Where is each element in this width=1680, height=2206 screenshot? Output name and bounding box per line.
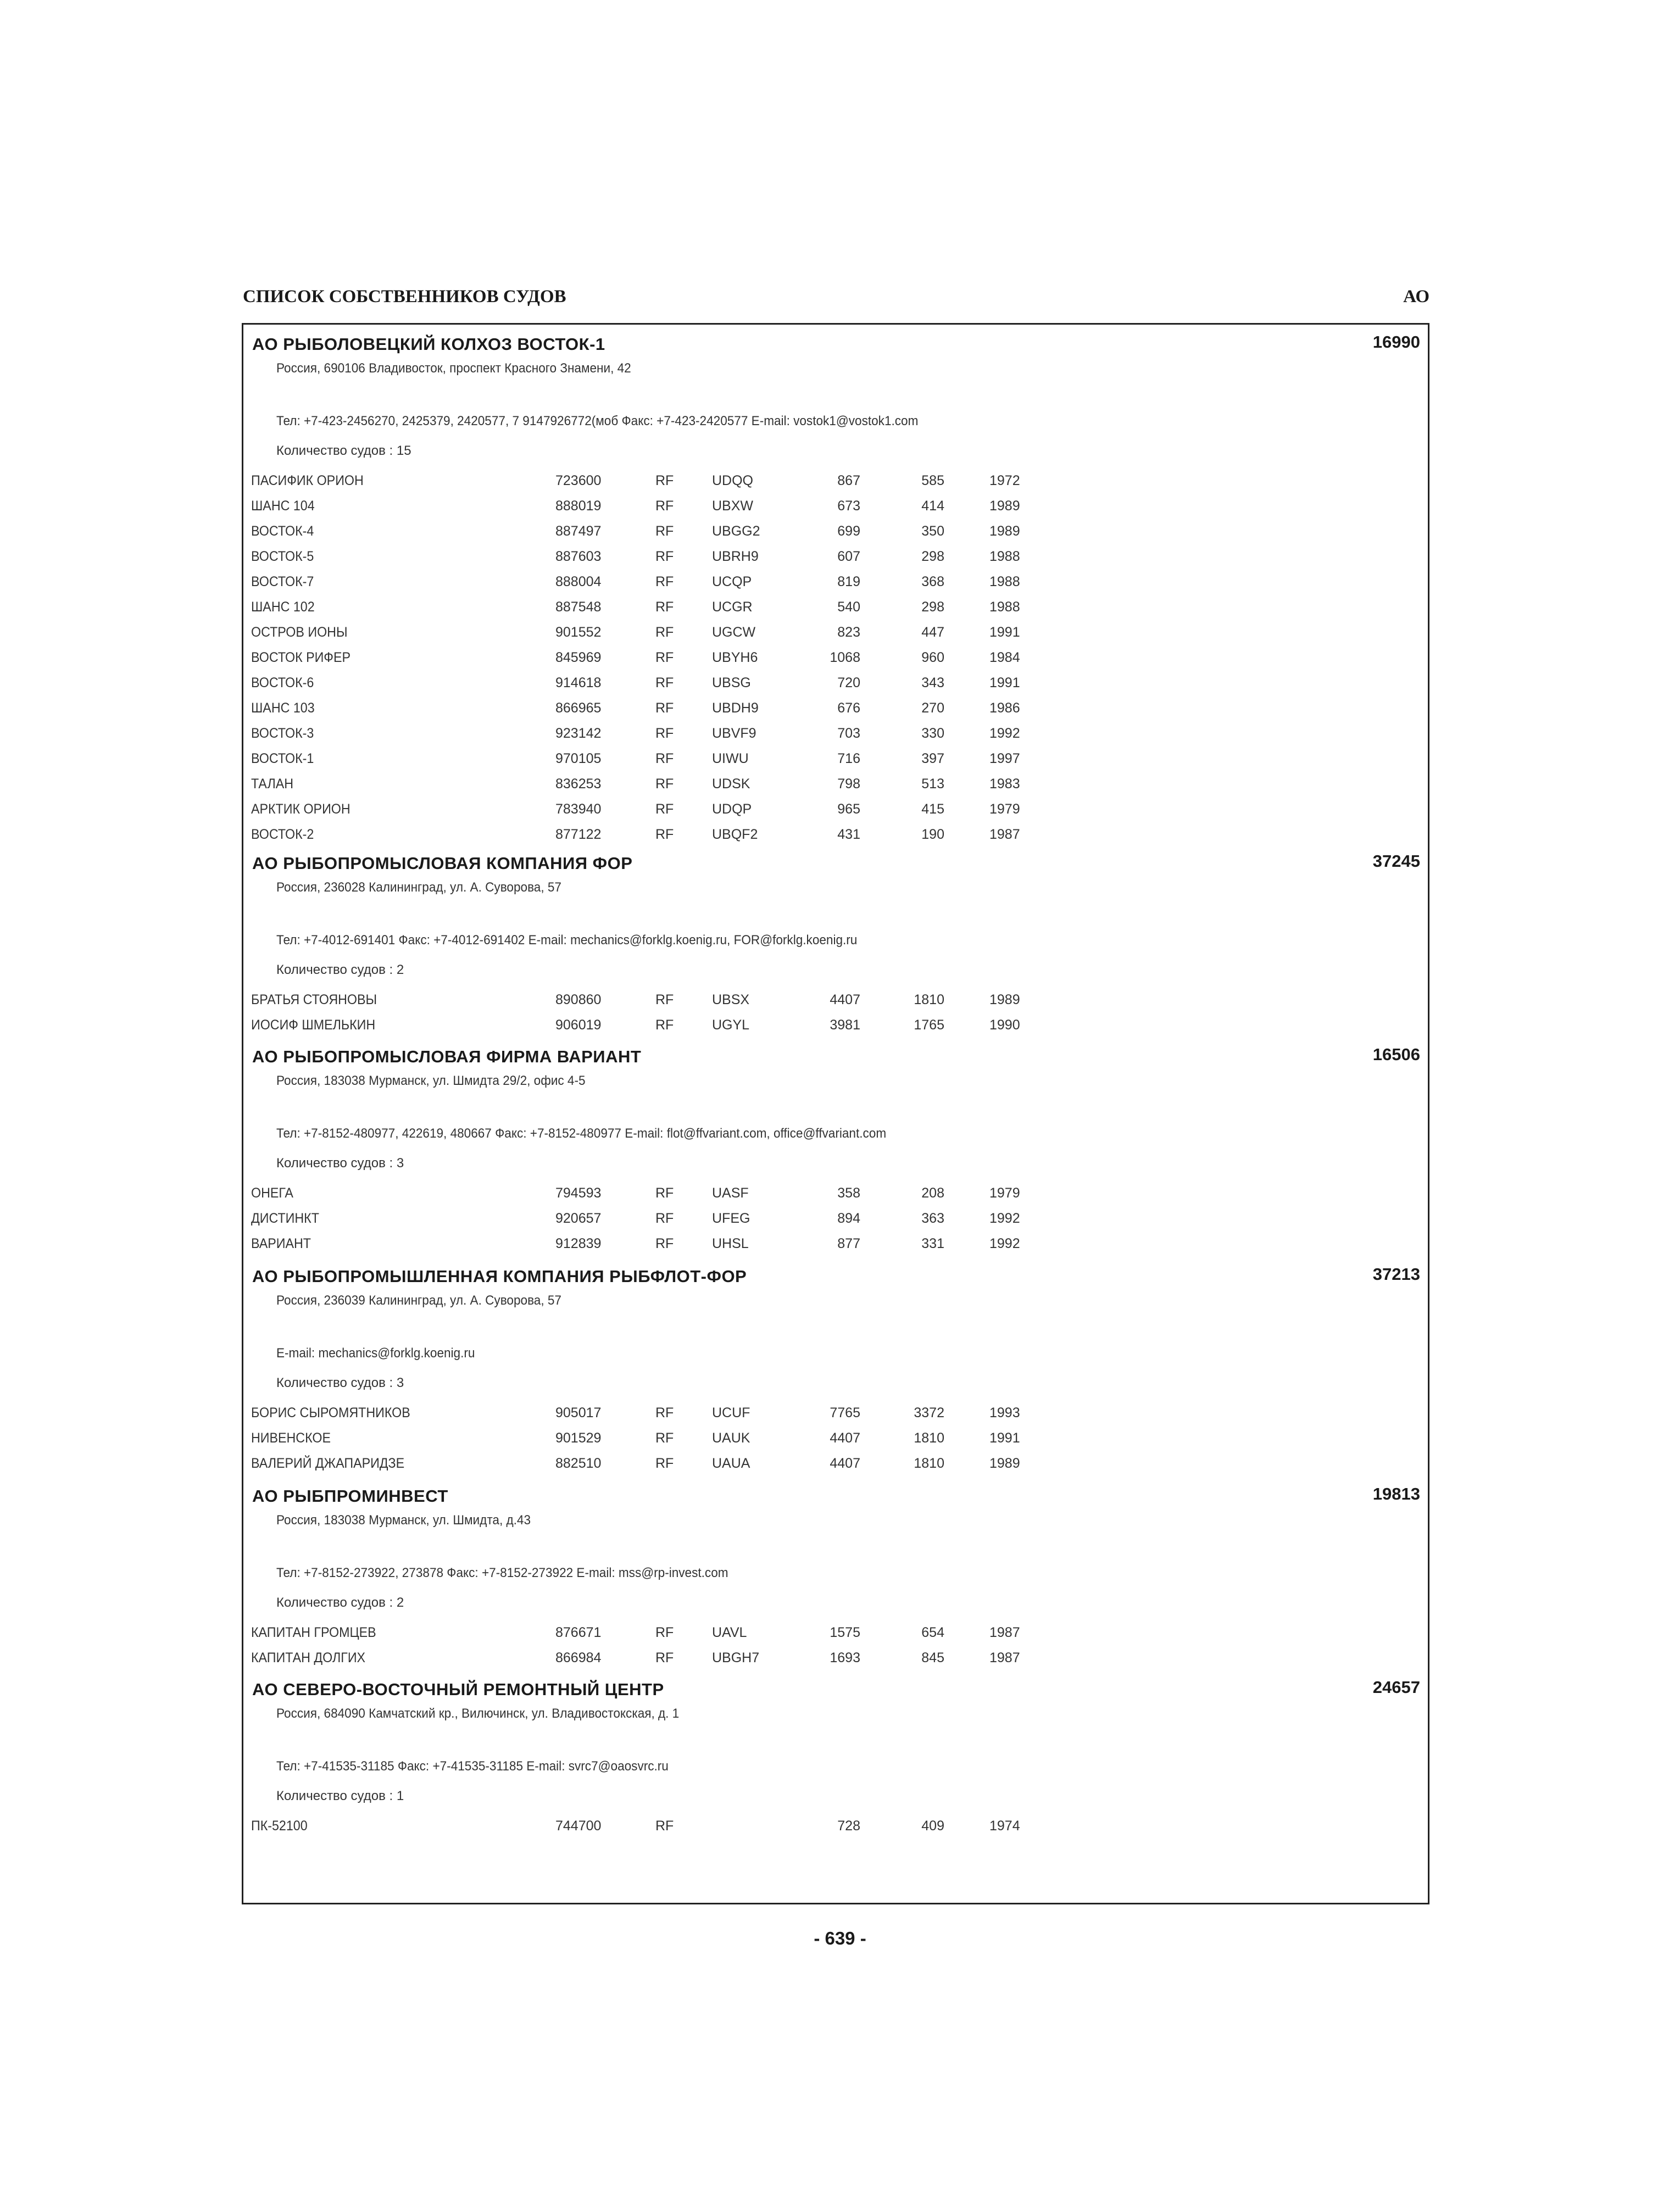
vessel-name: ПАСИФИК ОРИОН bbox=[251, 473, 364, 488]
section-label: АО bbox=[1403, 287, 1429, 307]
vessel-callsign: UFEG bbox=[712, 1211, 750, 1226]
vessel-callsign: UAVL bbox=[712, 1625, 747, 1640]
vessel-name: АРКТИК ОРИОН bbox=[251, 801, 351, 817]
vessel-build-year: 1987 bbox=[989, 827, 1020, 842]
vessel-name: ОСТРОВ ИОНЫ bbox=[251, 625, 348, 640]
vessel-build-year: 1991 bbox=[989, 625, 1020, 640]
vessel-flag: RF bbox=[655, 1405, 674, 1420]
vessel-row bbox=[243, 1233, 1428, 1258]
vessel-gross-tonnage: 823 bbox=[837, 625, 860, 640]
vessel-callsign: UDSK bbox=[712, 776, 750, 792]
vessel-row bbox=[243, 1182, 1428, 1207]
vessel-gross-tonnage: 1068 bbox=[830, 650, 860, 665]
vessel-gross-tonnage: 4407 bbox=[830, 1430, 860, 1446]
company-id: 16990 bbox=[1372, 332, 1420, 352]
vessel-build-year: 1989 bbox=[989, 498, 1020, 514]
company-name: АО РЫБОПРОМЫСЛОВАЯ ФИРМА ВАРИАНТ bbox=[252, 1047, 642, 1066]
vessel-number: 912839 bbox=[555, 1236, 602, 1251]
vessel-row bbox=[243, 470, 1428, 495]
vessel-build-year: 1989 bbox=[989, 523, 1020, 539]
vessel-number: 876671 bbox=[555, 1625, 602, 1640]
vessel-callsign: UCUF bbox=[712, 1405, 750, 1420]
vessel-callsign: UAUA bbox=[712, 1456, 750, 1471]
vessel-row bbox=[243, 1647, 1428, 1672]
vessel-row bbox=[243, 1427, 1428, 1452]
vessel-row bbox=[243, 1622, 1428, 1647]
vessel-table bbox=[243, 1815, 1428, 1840]
vessel-build-year: 1984 bbox=[989, 650, 1020, 665]
vessel-net-tonnage: 363 bbox=[921, 1211, 944, 1226]
company-list bbox=[243, 325, 1428, 1903]
vessel-flag: RF bbox=[655, 549, 674, 564]
vessel-build-year: 1989 bbox=[989, 992, 1020, 1007]
vessel-row bbox=[243, 520, 1428, 545]
vessel-net-tonnage: 409 bbox=[921, 1818, 944, 1834]
vessel-flag: RF bbox=[655, 1185, 674, 1201]
vessel-number: 723600 bbox=[555, 473, 602, 488]
vessel-gross-tonnage: 676 bbox=[837, 700, 860, 716]
vessel-gross-tonnage: 4407 bbox=[830, 1456, 860, 1471]
vessel-name: БРАТЬЯ СТОЯНОВЫ bbox=[251, 992, 377, 1007]
vessel-build-year: 1992 bbox=[989, 726, 1020, 741]
vessel-flag: RF bbox=[655, 776, 674, 792]
vessel-flag: RF bbox=[655, 1017, 674, 1033]
company-contacts: Тел: +7-8152-273922, 273878 Факс: +7-8152-273922 E-mail: mss@rp-invest.com bbox=[276, 1566, 728, 1580]
company-name: АО СЕВЕРО-ВОСТОЧНЫЙ РЕМОНТНЫЙ ЦЕНТР bbox=[252, 1680, 664, 1699]
vessel-flag: RF bbox=[655, 827, 674, 842]
vessel-build-year: 1997 bbox=[989, 751, 1020, 766]
vessel-gross-tonnage: 716 bbox=[837, 751, 860, 766]
vessel-build-year: 1987 bbox=[989, 1650, 1020, 1665]
company-name: АО РЫБОПРОМЫСЛОВАЯ КОМПАНИЯ ФОР bbox=[252, 854, 633, 873]
vessel-callsign: UBDH9 bbox=[712, 700, 759, 716]
vessel-build-year: 1992 bbox=[989, 1211, 1020, 1226]
vessel-flag: RF bbox=[655, 1236, 674, 1251]
vessel-number: 845969 bbox=[555, 650, 602, 665]
vessel-net-tonnage: 208 bbox=[921, 1185, 944, 1201]
company-address: Россия, 183038 Мурманск, ул. Шмидта 29/2, офис 4-5 bbox=[276, 1073, 586, 1088]
vessel-build-year: 1993 bbox=[989, 1405, 1020, 1420]
vessel-flag: RF bbox=[655, 1625, 674, 1640]
vessel-gross-tonnage: 728 bbox=[837, 1818, 860, 1834]
company-address: Россия, 236028 Калининград, ул. А. Суворова, 57 bbox=[276, 880, 561, 895]
vessel-flag: RF bbox=[655, 1211, 674, 1226]
vessel-name: БОРИС СЫРОМЯТНИКОВ bbox=[251, 1405, 410, 1420]
vessel-row bbox=[243, 596, 1428, 621]
vessel-callsign: UCQP bbox=[712, 574, 752, 589]
vessel-gross-tonnage: 720 bbox=[837, 675, 860, 690]
company-address: Россия, 236039 Калининград, ул. А. Суворова, 57 bbox=[276, 1293, 561, 1308]
vessel-gross-tonnage: 358 bbox=[837, 1185, 860, 1201]
vessel-build-year: 1991 bbox=[989, 675, 1020, 690]
vessel-number: 901529 bbox=[555, 1430, 602, 1446]
vessel-number: 888019 bbox=[555, 498, 602, 514]
vessel-gross-tonnage: 540 bbox=[837, 599, 860, 615]
vessel-gross-tonnage: 607 bbox=[837, 549, 860, 564]
vessel-name: ТАЛАН bbox=[251, 776, 294, 792]
vessel-callsign: UASF bbox=[712, 1185, 749, 1201]
vessel-gross-tonnage: 819 bbox=[837, 574, 860, 589]
vessel-net-tonnage: 298 bbox=[921, 549, 944, 564]
vessel-name: ШАНС 102 bbox=[251, 599, 315, 615]
company-id: 37213 bbox=[1372, 1264, 1420, 1284]
vessel-row bbox=[243, 773, 1428, 798]
vessel-number: 887497 bbox=[555, 523, 602, 539]
vessel-build-year: 1983 bbox=[989, 776, 1020, 792]
company-address: Россия, 684090 Камчатский кр., Вилючинск, ул. Владивостокская, д. 1 bbox=[276, 1706, 680, 1721]
vessel-net-tonnage: 350 bbox=[921, 523, 944, 539]
vessel-flag: RF bbox=[655, 992, 674, 1007]
vessel-callsign: UBGH7 bbox=[712, 1650, 760, 1665]
vessel-row bbox=[243, 495, 1428, 520]
vessel-flag: RF bbox=[655, 751, 674, 766]
vessel-row bbox=[243, 1815, 1428, 1840]
vessel-callsign: UBYH6 bbox=[712, 650, 758, 665]
vessel-callsign: UAUK bbox=[712, 1430, 750, 1446]
vessel-number: 836253 bbox=[555, 776, 602, 792]
vessel-callsign: UDQQ bbox=[712, 473, 753, 488]
company-contacts: Тел: +7-4012-691401 Факс: +7-4012-691402 E-mail: mechanics@forklg.koenig.ru, FOR@forklg.koenig.ru bbox=[276, 933, 858, 948]
vessel-name: КАПИТАН ДОЛГИХ bbox=[251, 1650, 366, 1665]
vessel-build-year: 1992 bbox=[989, 1236, 1020, 1251]
vessel-net-tonnage: 585 bbox=[921, 473, 944, 488]
vessel-build-year: 1974 bbox=[989, 1818, 1020, 1834]
vessel-name: ИОСИФ ШМЕЛЬКИН bbox=[251, 1017, 376, 1033]
vessel-flag: RF bbox=[655, 1430, 674, 1446]
vessel-build-year: 1988 bbox=[989, 549, 1020, 564]
page-header bbox=[243, 287, 1429, 314]
vessel-net-tonnage: 368 bbox=[921, 574, 944, 589]
vessel-build-year: 1972 bbox=[989, 473, 1020, 488]
vessel-callsign: UGCW bbox=[712, 625, 756, 640]
vessel-flag: RF bbox=[655, 1818, 674, 1834]
vessel-table bbox=[243, 1402, 1428, 1478]
vessel-row bbox=[243, 1014, 1428, 1039]
vessel-number: 890860 bbox=[555, 992, 602, 1007]
company-name: АО РЫБПРОМИНВЕСТ bbox=[252, 1486, 448, 1506]
company-contacts: Тел: +7-8152-480977, 422619, 480667 Факс: +7-8152-480977 E-mail: flot@ffvariant.com, office@ffvariant.com bbox=[276, 1126, 887, 1141]
vessel-number: 901552 bbox=[555, 625, 602, 640]
vessel-row bbox=[243, 823, 1428, 849]
vessel-callsign: UHSL bbox=[712, 1236, 749, 1251]
vessel-name: ВОСТОК-6 bbox=[251, 675, 314, 690]
vessel-flag: RF bbox=[655, 473, 674, 488]
content-frame bbox=[242, 323, 1429, 1904]
vessel-net-tonnage: 960 bbox=[921, 650, 944, 665]
vessel-flag: RF bbox=[655, 574, 674, 589]
vessel-callsign: UCGR bbox=[712, 599, 753, 615]
vessel-callsign: UBVF9 bbox=[712, 726, 756, 741]
vessel-count: Количество судов : 15 bbox=[276, 443, 411, 458]
vessel-net-tonnage: 654 bbox=[921, 1625, 944, 1640]
vessel-name: ШАНС 103 bbox=[251, 700, 315, 716]
vessel-name: ШАНС 104 bbox=[251, 498, 315, 514]
vessel-callsign: UBSG bbox=[712, 675, 751, 690]
vessel-number: 866984 bbox=[555, 1650, 602, 1665]
vessel-number: 914618 bbox=[555, 675, 602, 690]
vessel-flag: RF bbox=[655, 726, 674, 741]
vessel-name: ВОСТОК-7 bbox=[251, 574, 314, 589]
vessel-row bbox=[243, 672, 1428, 697]
vessel-net-tonnage: 330 bbox=[921, 726, 944, 741]
company-contacts: E-mail: mechanics@forklg.koenig.ru bbox=[276, 1346, 475, 1361]
vessel-name: КАПИТАН ГРОМЦЕВ bbox=[251, 1625, 376, 1640]
vessel-number: 744700 bbox=[555, 1818, 602, 1834]
vessel-table bbox=[243, 989, 1428, 1039]
vessel-name: ВОСТОК-2 bbox=[251, 827, 314, 842]
vessel-row bbox=[243, 647, 1428, 672]
vessel-net-tonnage: 1810 bbox=[914, 1456, 944, 1471]
vessel-table bbox=[243, 1182, 1428, 1258]
vessel-build-year: 1988 bbox=[989, 599, 1020, 615]
vessel-net-tonnage: 270 bbox=[921, 700, 944, 716]
vessel-gross-tonnage: 1693 bbox=[830, 1650, 860, 1665]
vessel-name: ДИСТИНКТ bbox=[251, 1211, 319, 1226]
vessel-number: 866965 bbox=[555, 700, 602, 716]
vessel-callsign: UGYL bbox=[712, 1017, 750, 1033]
vessel-name: ВОСТОК РИФЕР bbox=[251, 650, 351, 665]
vessel-build-year: 1990 bbox=[989, 1017, 1020, 1033]
vessel-net-tonnage: 1810 bbox=[914, 992, 944, 1007]
vessel-flag: RF bbox=[655, 498, 674, 514]
vessel-net-tonnage: 447 bbox=[921, 625, 944, 640]
vessel-net-tonnage: 397 bbox=[921, 751, 944, 766]
vessel-count: Количество судов : 3 bbox=[276, 1375, 404, 1390]
company-contacts: Тел: +7-41535-31185 Факс: +7-41535-31185 E-mail: svrc7@oaosvrc.ru bbox=[276, 1759, 669, 1774]
vessel-flag: RF bbox=[655, 625, 674, 640]
vessel-name: ВОСТОК-1 bbox=[251, 751, 314, 766]
vessel-row bbox=[243, 748, 1428, 773]
vessel-gross-tonnage: 703 bbox=[837, 726, 860, 741]
vessel-gross-tonnage: 4407 bbox=[830, 992, 860, 1007]
vessel-net-tonnage: 1765 bbox=[914, 1017, 944, 1033]
company-id: 24657 bbox=[1372, 1678, 1420, 1697]
vessel-callsign: UDQP bbox=[712, 801, 752, 817]
vessel-row bbox=[243, 1402, 1428, 1427]
vessel-row bbox=[243, 697, 1428, 722]
vessel-callsign: UBSX bbox=[712, 992, 750, 1007]
company-name: АО РЫБОЛОВЕЦКИЙ КОЛХОЗ ВОСТОК-1 bbox=[252, 335, 605, 354]
vessel-build-year: 1979 bbox=[989, 801, 1020, 817]
document-title: СПИСОК СОБСТВЕННИКОВ СУДОВ bbox=[243, 287, 566, 307]
vessel-net-tonnage: 1810 bbox=[914, 1430, 944, 1446]
vessel-gross-tonnage: 673 bbox=[837, 498, 860, 514]
company-id: 16506 bbox=[1372, 1045, 1420, 1064]
vessel-row bbox=[243, 989, 1428, 1014]
vessel-gross-tonnage: 431 bbox=[837, 827, 860, 842]
company-contacts: Тел: +7-423-2456270, 2425379, 2420577, 7 9147926772(моб Факс: +7-423-2420577 E-mail: vostok1@vostok1.com bbox=[276, 414, 919, 428]
vessel-name: ВОСТОК-3 bbox=[251, 726, 314, 741]
vessel-name: ВОСТОК-5 bbox=[251, 549, 314, 564]
vessel-name: ВАРИАНТ bbox=[251, 1236, 311, 1251]
vessel-net-tonnage: 3372 bbox=[914, 1405, 944, 1420]
vessel-name: ПК-52100 bbox=[251, 1818, 308, 1834]
vessel-flag: RF bbox=[655, 1650, 674, 1665]
vessel-row bbox=[243, 571, 1428, 596]
vessel-number: 887603 bbox=[555, 549, 602, 564]
vessel-count: Количество судов : 2 bbox=[276, 962, 404, 977]
vessel-callsign: UIWU bbox=[712, 751, 749, 766]
company-address: Россия, 690106 Владивосток, проспект Красного Знамени, 42 bbox=[276, 361, 631, 376]
vessel-number: 877122 bbox=[555, 827, 602, 842]
vessel-net-tonnage: 331 bbox=[921, 1236, 944, 1251]
vessel-number: 906019 bbox=[555, 1017, 602, 1033]
vessel-number: 920657 bbox=[555, 1211, 602, 1226]
page-number: - 639 - bbox=[814, 1928, 866, 1948]
vessel-name: ОНЕГА bbox=[251, 1185, 293, 1201]
company-name: АО РЫБОПРОМЫШЛЕННАЯ КОМПАНИЯ РЫБФЛОТ-ФОР bbox=[252, 1267, 747, 1286]
vessel-gross-tonnage: 798 bbox=[837, 776, 860, 792]
vessel-flag: RF bbox=[655, 700, 674, 716]
vessel-name: ВАЛЕРИЙ ДЖАПАРИДЗЕ bbox=[251, 1456, 405, 1471]
vessel-flag: RF bbox=[655, 1456, 674, 1471]
vessel-callsign: UBGG2 bbox=[712, 523, 760, 539]
vessel-net-tonnage: 513 bbox=[921, 776, 944, 792]
vessel-build-year: 1989 bbox=[989, 1456, 1020, 1471]
vessel-net-tonnage: 343 bbox=[921, 675, 944, 690]
vessel-number: 887548 bbox=[555, 599, 602, 615]
vessel-gross-tonnage: 7765 bbox=[830, 1405, 860, 1420]
vessel-number: 970105 bbox=[555, 751, 602, 766]
vessel-number: 888004 bbox=[555, 574, 602, 589]
vessel-build-year: 1988 bbox=[989, 574, 1020, 589]
vessel-gross-tonnage: 3981 bbox=[830, 1017, 860, 1033]
vessel-build-year: 1991 bbox=[989, 1430, 1020, 1446]
company-address: Россия, 183038 Мурманск, ул. Шмидта, д.43 bbox=[276, 1513, 531, 1528]
vessel-build-year: 1979 bbox=[989, 1185, 1020, 1201]
vessel-table bbox=[243, 470, 1428, 849]
vessel-row bbox=[243, 621, 1428, 647]
vessel-number: 905017 bbox=[555, 1405, 602, 1420]
vessel-flag: RF bbox=[655, 801, 674, 817]
vessel-net-tonnage: 845 bbox=[921, 1650, 944, 1665]
vessel-gross-tonnage: 699 bbox=[837, 523, 860, 539]
vessel-build-year: 1987 bbox=[989, 1625, 1020, 1640]
vessel-build-year: 1986 bbox=[989, 700, 1020, 716]
vessel-flag: RF bbox=[655, 675, 674, 690]
vessel-number: 923142 bbox=[555, 726, 602, 741]
vessel-net-tonnage: 298 bbox=[921, 599, 944, 615]
vessel-callsign: UBRH9 bbox=[712, 549, 759, 564]
vessel-count: Количество судов : 2 bbox=[276, 1595, 404, 1610]
vessel-number: 794593 bbox=[555, 1185, 602, 1201]
vessel-flag: RF bbox=[655, 650, 674, 665]
vessel-gross-tonnage: 894 bbox=[837, 1211, 860, 1226]
vessel-flag: RF bbox=[655, 523, 674, 539]
vessel-number: 882510 bbox=[555, 1456, 602, 1471]
vessel-table bbox=[243, 1622, 1428, 1672]
vessel-row bbox=[243, 722, 1428, 748]
vessel-gross-tonnage: 1575 bbox=[830, 1625, 860, 1640]
vessel-name: ВОСТОК-4 bbox=[251, 523, 314, 539]
vessel-count: Количество судов : 1 bbox=[276, 1789, 404, 1803]
vessel-callsign: UBQF2 bbox=[712, 827, 758, 842]
vessel-gross-tonnage: 965 bbox=[837, 801, 860, 817]
vessel-row bbox=[243, 1207, 1428, 1233]
vessel-name: НИВЕНСКОЕ bbox=[251, 1430, 331, 1446]
vessel-row bbox=[243, 798, 1428, 823]
vessel-net-tonnage: 190 bbox=[921, 827, 944, 842]
company-id: 37245 bbox=[1372, 851, 1420, 871]
vessel-callsign: UBXW bbox=[712, 498, 753, 514]
company-id: 19813 bbox=[1372, 1484, 1420, 1503]
vessel-row bbox=[243, 545, 1428, 571]
vessel-flag: RF bbox=[655, 599, 674, 615]
vessel-count: Количество судов : 3 bbox=[276, 1156, 404, 1171]
vessel-net-tonnage: 414 bbox=[921, 498, 944, 514]
vessel-gross-tonnage: 877 bbox=[837, 1236, 860, 1251]
vessel-row bbox=[243, 1452, 1428, 1478]
vessel-gross-tonnage: 867 bbox=[837, 473, 860, 488]
vessel-net-tonnage: 415 bbox=[921, 801, 944, 817]
vessel-number: 783940 bbox=[555, 801, 602, 817]
